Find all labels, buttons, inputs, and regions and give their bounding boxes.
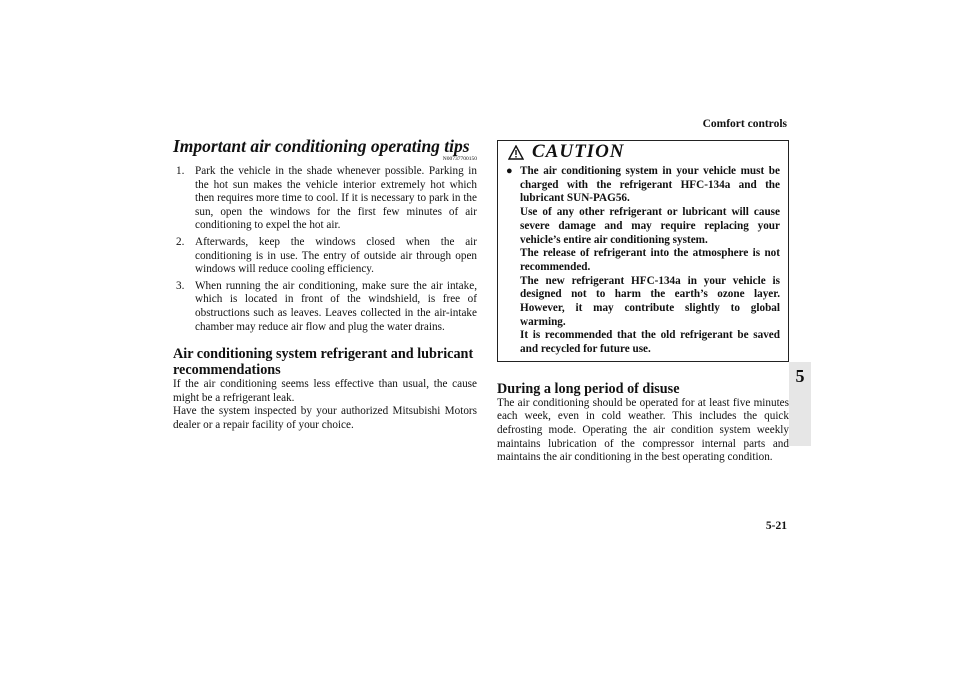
caution-line: The air conditioning system in your vehicle must be charged with the refrigerant HFC-134a and the lubricant SUN-PAG56. xyxy=(520,165,780,205)
refrigerant-paragraph: If the air conditioning seems less effective than usual, the cause might be a refrigerant leak. xyxy=(173,378,477,404)
caution-line: Use of any other refrigerant or lubricant will cause severe damage and may require replacing your vehicle’s entire air conditioning system. xyxy=(520,206,780,246)
disuse-paragraph: The air conditioning should be operated for at least five minutes each week, even in cold weather. This includes the quick defrosting mode. Operating the air condition system weekly maintains lubrication of the compressor internal parts and maintains the air conditioning in the best operating condition. xyxy=(497,396,789,464)
warning-triangle-icon xyxy=(508,145,524,160)
right-column xyxy=(497,140,789,465)
caution-line: The new refrigerant HFC-134a in your vehicle is designed not to harm the earth’s ozone layer. However, it may contribute slightly to global warming. xyxy=(520,274,780,328)
item-number: 1. xyxy=(176,165,185,177)
tips-heading: Important air conditioning operating tips xyxy=(173,136,470,156)
refrigerant-heading: Air conditioning system refrigerant and lubricant recommendations xyxy=(173,346,474,379)
item-text: Afterwards, keep the windows closed when the air conditioning is in use. The entry of outside air through open windows will reduce cooling efficiency. xyxy=(195,235,477,276)
disuse-heading: During a long period of disuse xyxy=(497,380,680,397)
caution-header xyxy=(498,141,788,165)
page-number: 5-21 xyxy=(765,520,787,532)
caution-line: The release of refrigerant into the atmosphere is not recommended. xyxy=(520,247,780,273)
list-item xyxy=(173,280,477,334)
chapter-number: 5 xyxy=(795,366,805,386)
bullet-icon: ● xyxy=(506,165,513,177)
caution-text xyxy=(498,165,788,357)
caution-box xyxy=(497,140,789,362)
running-header: Comfort controls xyxy=(702,118,787,130)
item-text: Park the vehicle in the shade whenever possible. Parking in the hot sun makes the vehicle interior extremely hot which then requires more time to cool. If it is necessary to park in the sun, open the windows for the first few minutes of air conditioning to expel the hot air. xyxy=(195,165,477,232)
list-item xyxy=(173,236,477,277)
item-number: 2. xyxy=(176,235,185,248)
left-column xyxy=(173,135,477,433)
list-item xyxy=(173,165,477,233)
refrigerant-paragraph: Have the system inspected by your authorized Mitsubishi Motors dealer or a repair facility of your choice. xyxy=(173,405,477,431)
reference-code: N00737700150 xyxy=(442,156,477,162)
tips-list xyxy=(173,165,477,334)
caution-label: CAUTION xyxy=(532,141,625,162)
item-number: 3. xyxy=(176,279,185,292)
caution-line: It is recommended that the old refrigerant be saved and recycled for future use. xyxy=(520,329,780,356)
item-text: When running the air conditioning, make sure the air intake, which is located in front of the windshield, is free of obstructions such as leaves. Leaves collected in the air-intake chamber may reduce air flow and plug the water drains. xyxy=(195,279,477,333)
